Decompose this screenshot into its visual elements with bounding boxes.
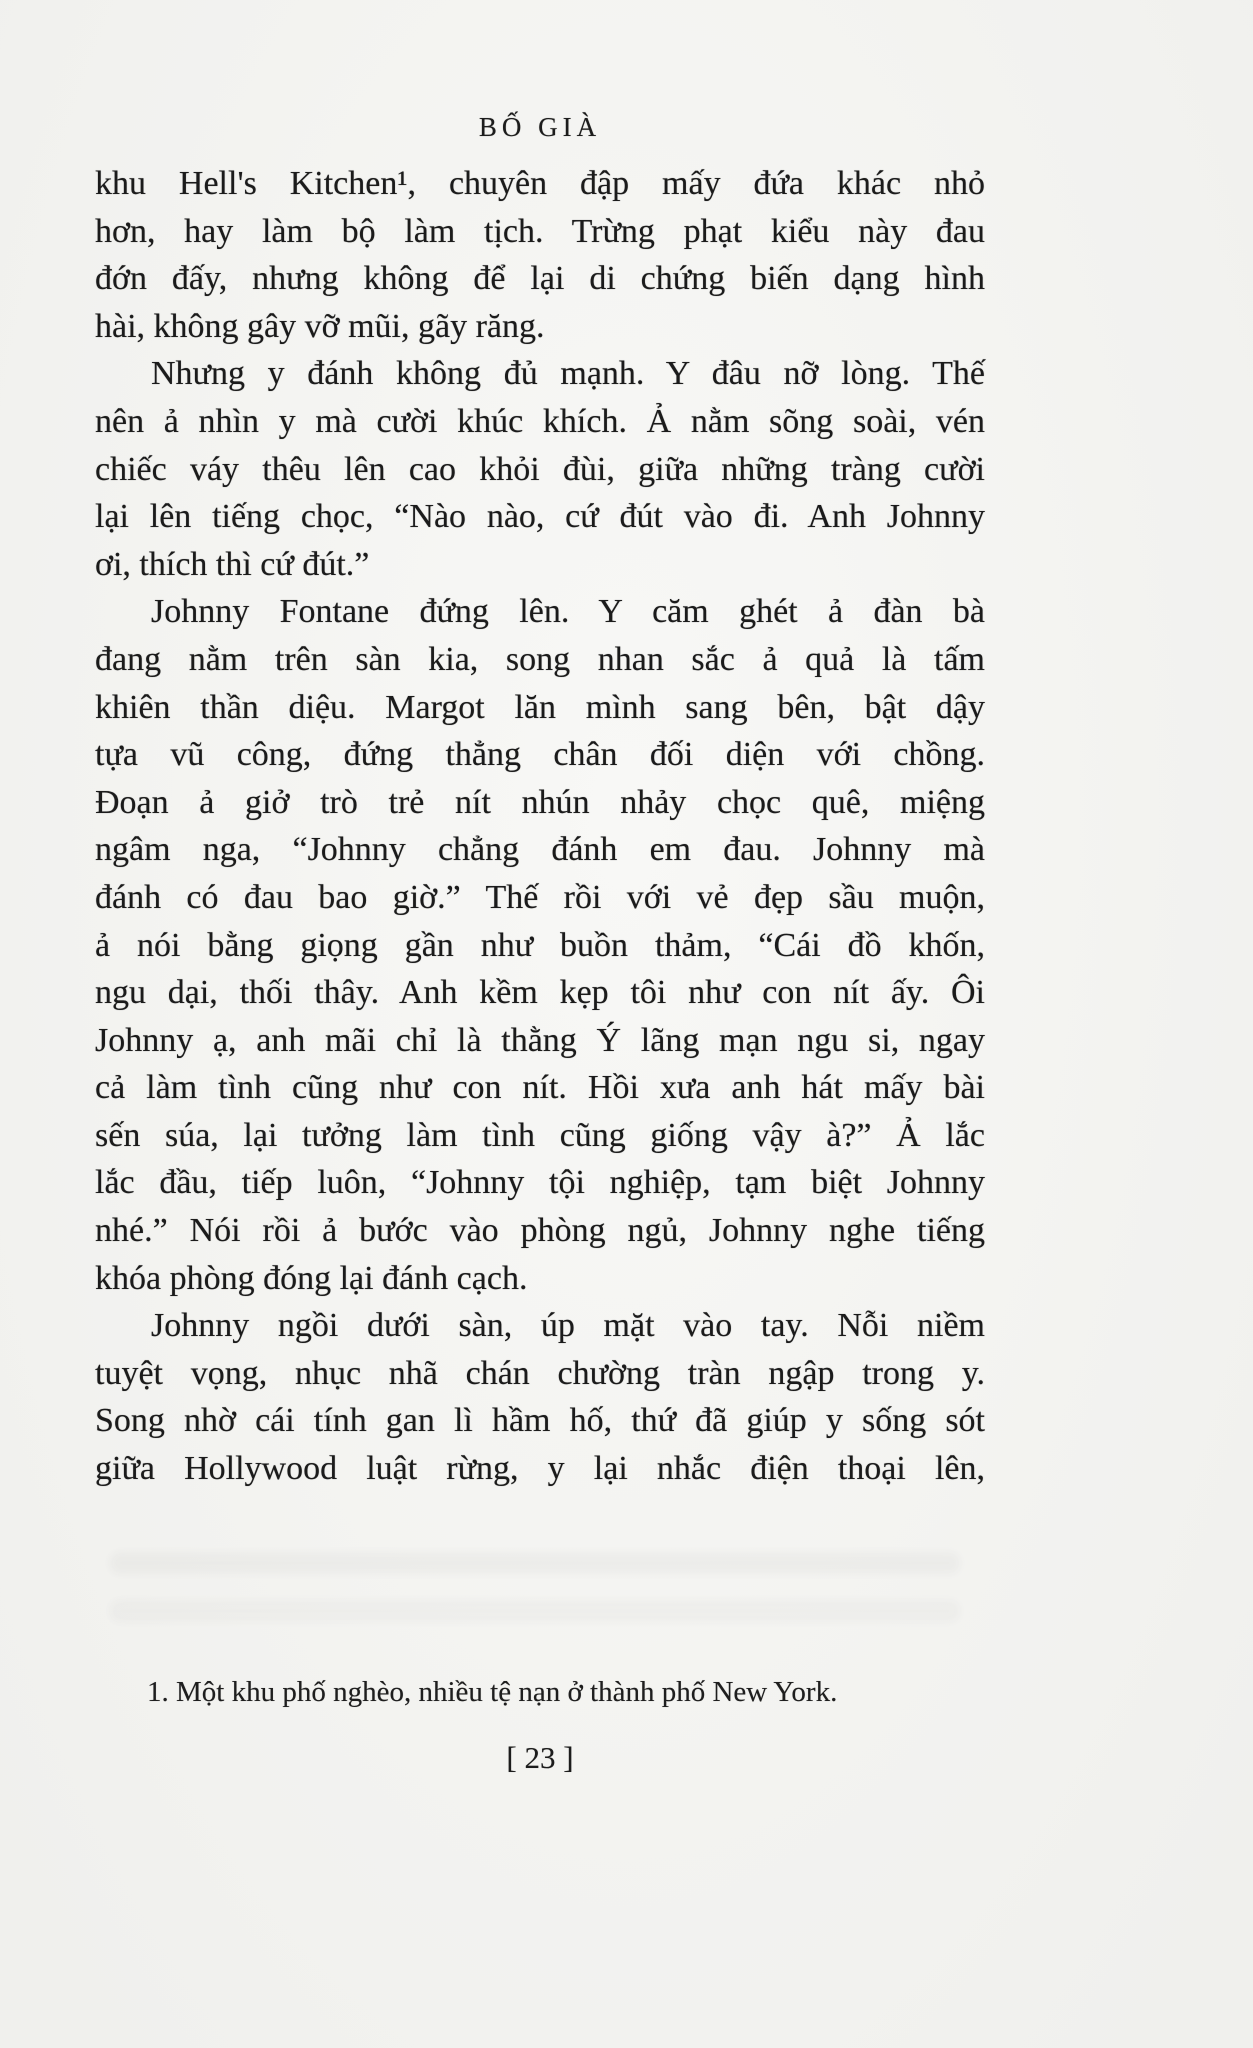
body-line: ngâm nga, “Johnny chẳng đánh em đau. Johnny mà xyxy=(95,831,985,869)
footnote: 1. Một khu phố nghèo, nhiều tệ nạn ở thành phố New York. xyxy=(147,1676,838,1708)
bleed-through-artifact xyxy=(110,1552,960,1574)
bleed-through-artifact xyxy=(110,1600,960,1622)
body-line: nhé.” Nói rồi ả bước vào phòng ngủ, Johnny nghe tiếng xyxy=(95,1212,985,1250)
body-line: ngu dại, thối thây. Anh kềm kẹp tôi như con nít ấy. Ôi xyxy=(95,974,985,1012)
body-line: Johnny ạ, anh mãi chỉ là thằng Ý lãng mạn ngu si, ngay xyxy=(95,1021,985,1059)
body-line: khiên thần diệu. Margot lăn mình sang bên, bật dậy xyxy=(95,688,985,726)
body-line: Song nhờ cái tính gan lì hầm hố, thứ đã giúp y sống sót xyxy=(95,1402,985,1440)
running-header: BỐ GIÀ xyxy=(478,112,602,142)
body-line: đang nằm trên sàn kia, song nhan sắc ả quả là tấm xyxy=(95,640,985,678)
body-line: sến súa, lại tưởng làm tình cũng giống vậy à?” Ả lắc xyxy=(95,1116,985,1154)
body-line: Đoạn ả giở trò trẻ nít nhún nhảy chọc quê, miệng xyxy=(95,783,985,821)
body-line: đớn đấy, nhưng không để lại di chứng biến dạng hình xyxy=(95,260,985,298)
body-line: khu Hell's Kitchen¹, chuyên đập mấy đứa khác nhỏ xyxy=(95,165,985,202)
body-line: khóa phòng đóng lại đánh cạch. xyxy=(95,1259,528,1297)
body-line: hài, không gây vỡ mũi, gãy răng. xyxy=(95,307,545,345)
body-line: lắc đầu, tiếp luôn, “Johnny tội nghiệp, tạm biệt Johnny xyxy=(95,1164,985,1202)
body-line: đánh có đau bao giờ.” Thế rồi với vẻ đẹp sầu muộn, xyxy=(95,878,985,916)
body-line: chiếc váy thêu lên cao khỏi đùi, giữa những tràng cười xyxy=(95,450,985,488)
body-line: tuyệt vọng, nhục nhã chán chường tràn ngập trong y. xyxy=(95,1354,985,1392)
body-line: lại lên tiếng chọc, “Nào nào, cứ đút vào đi. Anh Johnny xyxy=(95,498,985,536)
body-line: cả làm tình cũng như con nít. Hồi xưa anh hát mấy bài xyxy=(95,1069,985,1107)
body-line: Johnny Fontane đứng lên. Y căm ghét ả đàn bà xyxy=(151,593,985,631)
body-line: Nhưng y đánh không đủ mạnh. Y đâu nỡ lòng. Thế xyxy=(151,355,985,393)
body-line: giữa Hollywood luật rừng, y lại nhắc điện thoại lên, xyxy=(95,1450,985,1488)
body-line: Johnny ngồi dưới sàn, úp mặt vào tay. Nỗi niềm xyxy=(151,1307,985,1345)
body-line: nên ả nhìn y mà cười khúc khích. Ả nằm sõng soài, vén xyxy=(95,402,985,440)
body-line: hơn, hay làm bộ làm tịch. Trừng phạt kiểu này đau xyxy=(95,212,985,250)
body-line: ả nói bằng giọng gần như buồn thảm, “Cái đồ khốn, xyxy=(95,926,985,964)
body-line: tựa vũ công, đứng thẳng chân đối diện với chồng. xyxy=(95,736,985,774)
body-text-block xyxy=(95,160,985,1493)
body-line: ơi, thích thì cứ đút.” xyxy=(95,545,370,583)
page-number: [ 23 ] xyxy=(506,1740,574,1775)
